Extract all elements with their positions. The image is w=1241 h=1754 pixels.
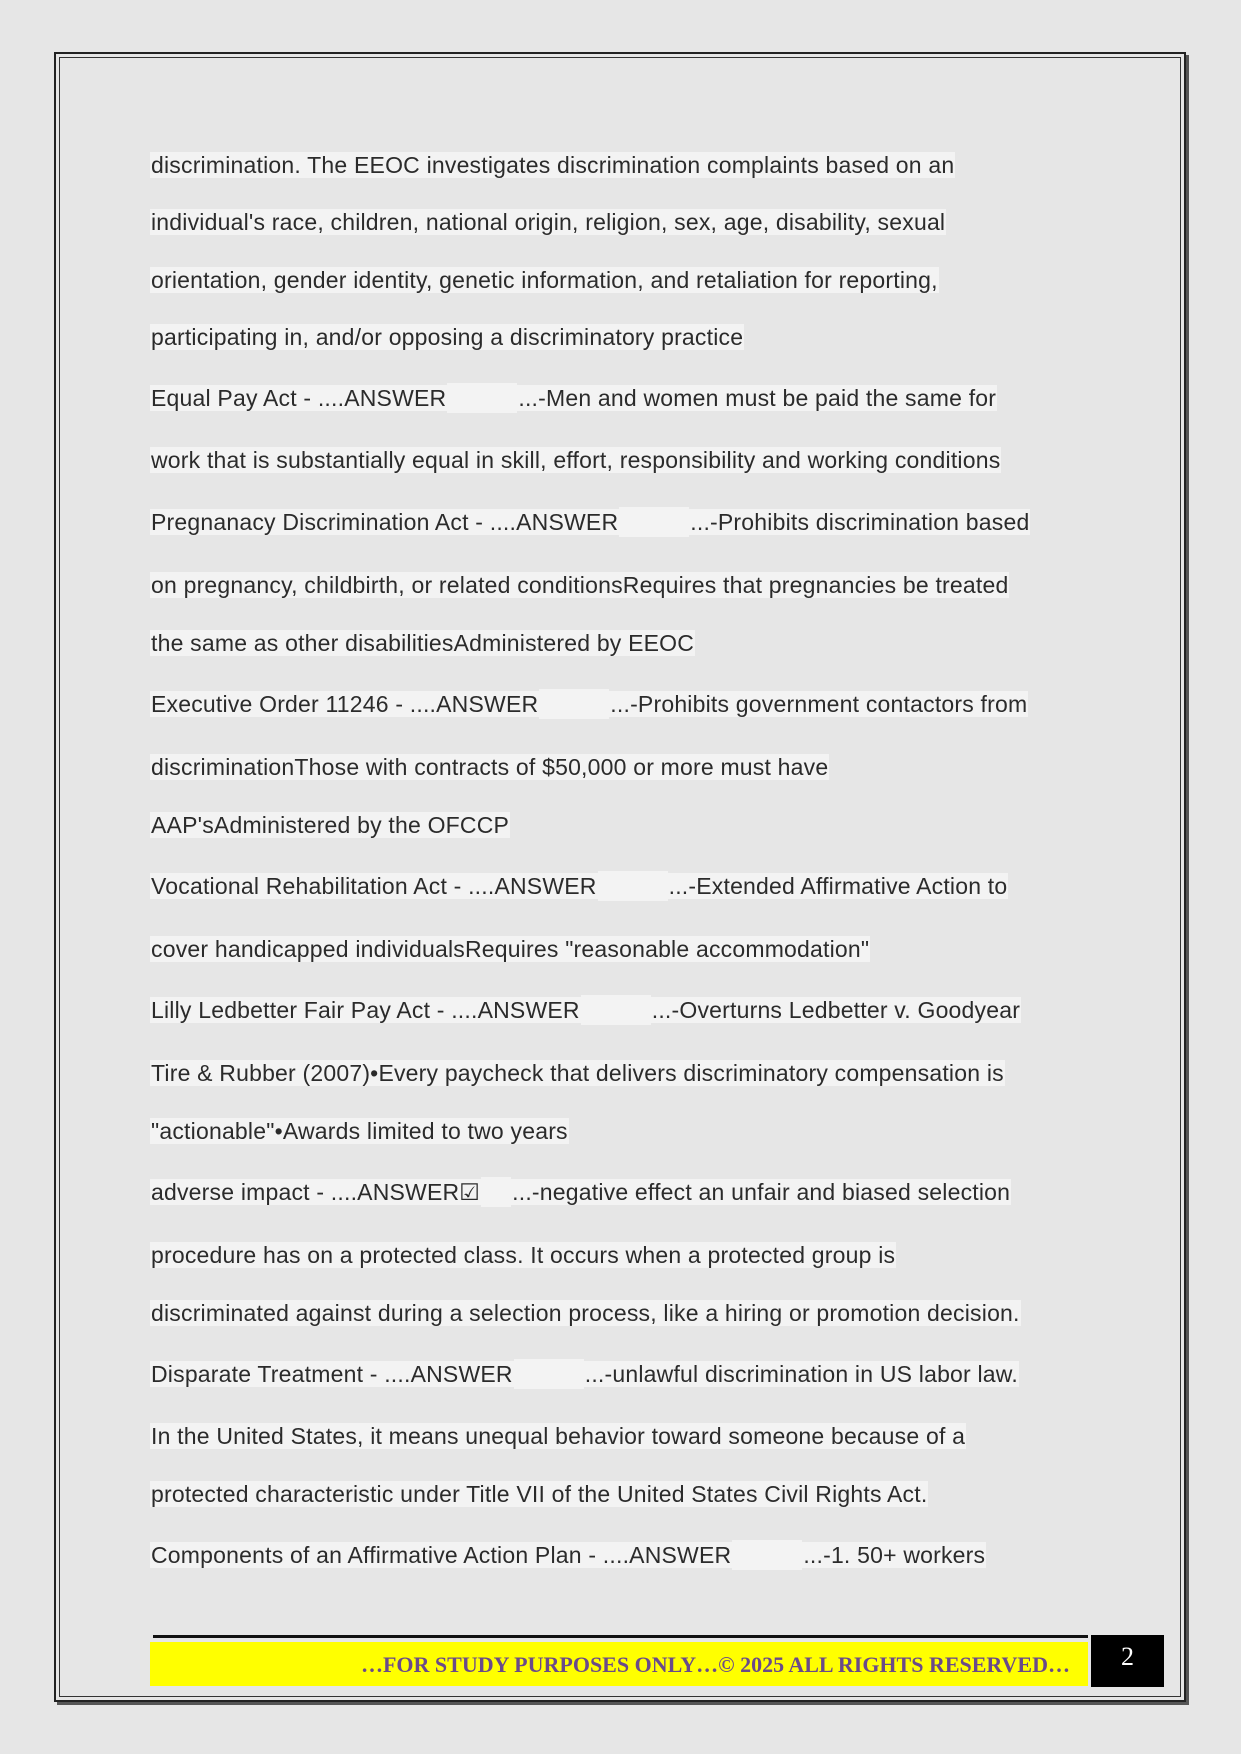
term-label: Executive Order 11246 - ....ANSWER <box>151 691 539 717</box>
answer-gap <box>514 1359 584 1389</box>
answer-text: ...-Prohibits government contactors from <box>610 691 1028 717</box>
term-label: Disparate Treatment - ....ANSWER <box>151 1361 513 1387</box>
answer-text: ...-Men and women must be paid the same for <box>518 385 997 411</box>
line-text: the same as other disabilitiesAdministered by EEOC <box>151 630 695 656</box>
answer-text: ...-unlawful discrimination in US labor law. <box>584 1361 1018 1387</box>
text-line <box>150 934 870 964</box>
text-line <box>150 752 829 782</box>
text-line <box>150 1421 966 1451</box>
term-label: Equal Pay Act - ....ANSWER <box>151 385 447 411</box>
text-line <box>150 1479 928 1509</box>
term-line <box>150 1359 1019 1389</box>
line-text: discriminationThose with contracts of $50,000 or more must have <box>151 754 829 780</box>
term-line <box>150 383 997 413</box>
line-text: work that is substantially equal in skill, effort, responsibility and working conditions <box>151 447 1001 473</box>
term-line <box>150 507 1030 537</box>
term-line <box>150 995 1021 1025</box>
answer-text: ...-Extended Affirmative Action to <box>668 873 1008 899</box>
line-text: AAP'sAdministered by the OFCCP <box>151 812 510 838</box>
line-text: procedure has on a protected class. It occurs when a protected group is <box>151 1242 896 1268</box>
term-label: Pregnanacy Discrimination Act - ....ANSWER <box>151 509 619 535</box>
line-text: individual's race, children, national origin, religion, sex, age, disability, sexual <box>151 209 946 235</box>
line-text: on pregnancy, childbirth, or related conditionsRequires that pregnancies be treated <box>151 572 1009 598</box>
term-line <box>150 1540 986 1570</box>
line-text: cover handicapped individualsRequires "reasonable accommodation" <box>151 936 870 962</box>
text-line <box>150 207 946 237</box>
term-line <box>150 871 1008 901</box>
answer-gap <box>447 383 517 413</box>
answer-text: ...-1. 50+ workers <box>803 1542 986 1568</box>
term-line <box>150 689 1028 719</box>
text-line <box>150 322 744 352</box>
text-line <box>150 150 955 180</box>
line-text: Tire & Rubber (2007)•Every paycheck that delivers discriminatory compensation is <box>151 1060 1004 1086</box>
answer-gap <box>732 1540 802 1570</box>
answer-gap <box>581 995 651 1025</box>
answer-text: ...-Overturns Ledbetter v. Goodyear <box>651 997 1021 1023</box>
text-line <box>150 1058 1005 1088</box>
line-text: participating in, and/or opposing a discriminatory practice <box>151 324 744 350</box>
text-line <box>150 570 1009 600</box>
footer-copyright: …FOR STUDY PURPOSES ONLY…© 2025 ALL RIGHTS RESERVED… <box>360 1652 1070 1677</box>
term-label: Components of an Affirmative Action Plan - ....ANSWER <box>151 1542 732 1568</box>
text-line <box>150 445 1001 475</box>
term-label: Lilly Ledbetter Fair Pay Act - ....ANSWER <box>151 997 580 1023</box>
answer-text: ...-negative effect an unfair and biased selection <box>512 1179 1011 1205</box>
term-label: adverse impact - ....ANSWER☑ <box>151 1179 481 1205</box>
page-number: 2 <box>1091 1635 1164 1687</box>
answer-text: ...-Prohibits discrimination based <box>690 509 1030 535</box>
answer-gap <box>481 1177 511 1207</box>
text-line <box>150 1240 896 1270</box>
text-line <box>150 265 939 295</box>
term-line <box>150 1177 1011 1207</box>
footer-rule <box>153 1635 1088 1638</box>
line-text: In the United States, it means unequal behavior toward someone because of a <box>151 1423 966 1449</box>
answer-gap <box>598 871 668 901</box>
line-text: "actionable"•Awards limited to two years <box>151 1118 568 1144</box>
term-label: Vocational Rehabilitation Act - ....ANSWER <box>151 873 597 899</box>
text-line <box>150 628 695 658</box>
text-line <box>150 1116 569 1146</box>
line-text: orientation, gender identity, genetic information, and retaliation for reporting, <box>151 267 938 293</box>
line-text: protected characteristic under Title VII of the United States Civil Rights Act. <box>151 1481 928 1507</box>
answer-gap <box>619 507 689 537</box>
line-text: discriminated against during a selection process, like a hiring or promotion decision. <box>151 1300 1020 1326</box>
line-text: discrimination. The EEOC investigates discrimination complaints based on an <box>151 152 955 178</box>
text-line <box>150 1298 1021 1328</box>
answer-gap <box>539 689 609 719</box>
text-line <box>150 810 510 840</box>
